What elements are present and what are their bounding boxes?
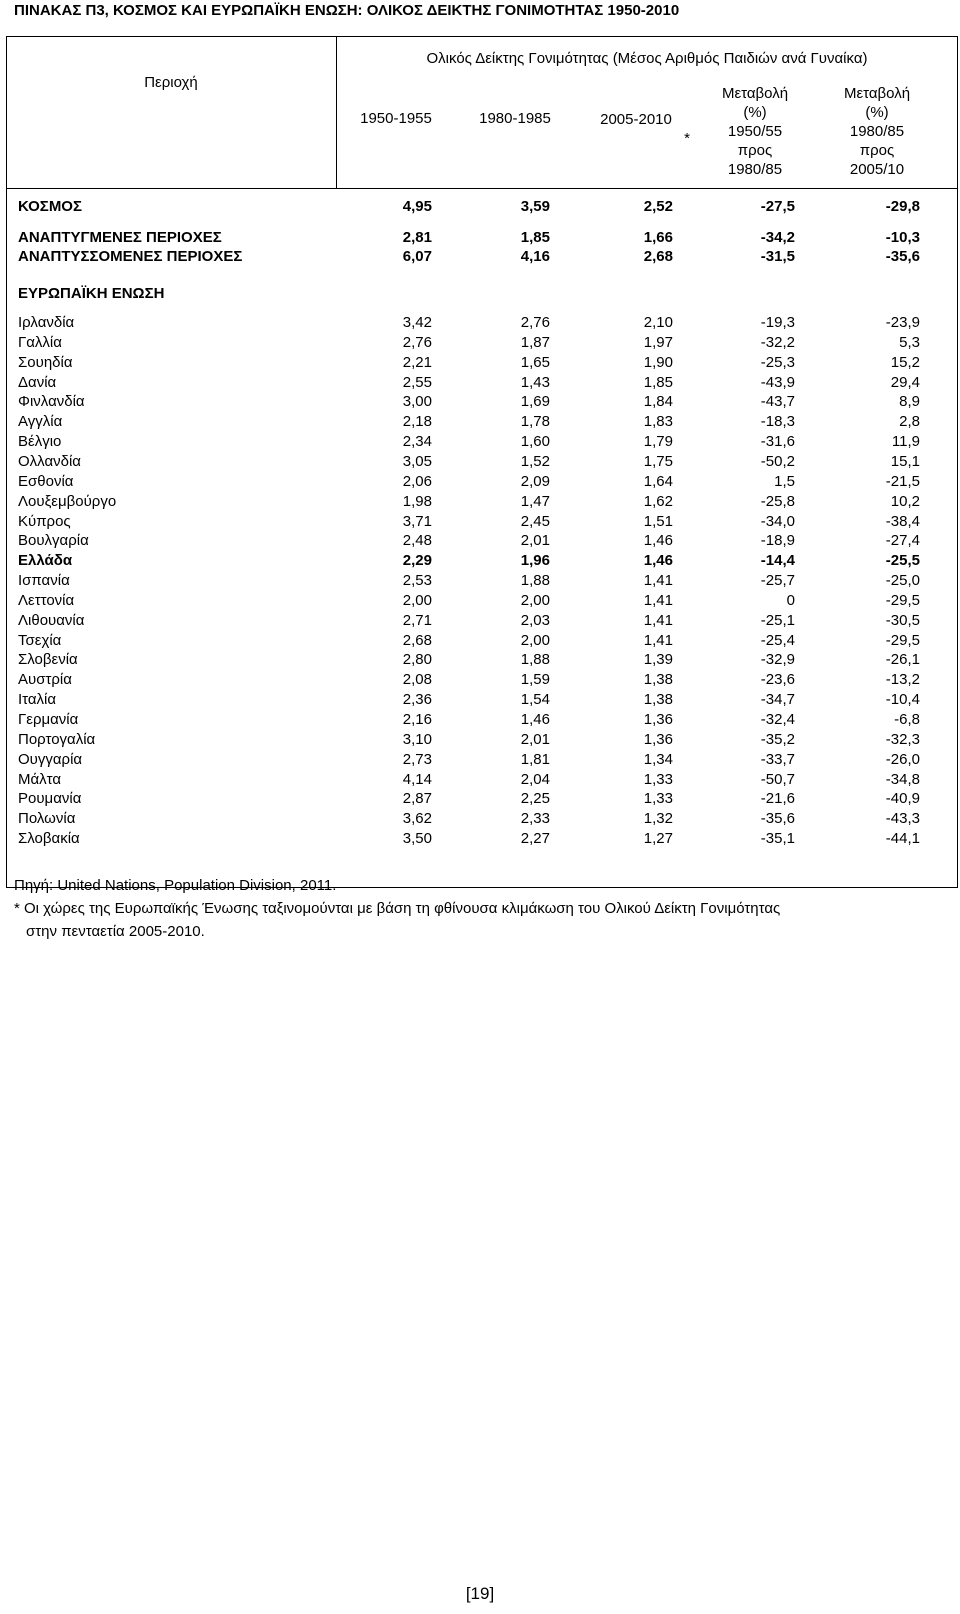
change-1950-1980-cell: -25,4: [760, 631, 795, 649]
value-1950-1955-cell: 3,62: [402, 810, 432, 828]
change-1980-2005-cell: 5,3: [899, 333, 920, 351]
value-1980-1985-cell: 2,00: [520, 631, 550, 649]
change-1950-1980-cell: -19,3: [760, 314, 795, 331]
value-1980-1985-cell: 1,65: [520, 353, 550, 371]
change-1980-2005-cell: -34,8: [885, 770, 920, 788]
value-2005-2010-cell: 1,38: [643, 691, 673, 709]
value-1980-1985-cell: 1,88: [520, 572, 550, 590]
value-2005-2010-cell: 1,41: [643, 591, 673, 609]
change-1980-2005-cell: -26,1: [885, 651, 920, 669]
value-1950-1955-cell: 2,80: [402, 651, 432, 669]
change-1950-1980-line: 1950/55: [727, 123, 783, 140]
change-1980-2005-cell: 11,9: [891, 433, 920, 451]
change-1980-2005-cell: 8,9: [899, 393, 920, 411]
value-1980-1985-cell: 1,87: [520, 333, 550, 351]
row-label: Πολωνία: [18, 810, 76, 828]
change-1950-1980-cell: 0: [786, 591, 795, 609]
change-1980-2005-cell: -10,3: [885, 229, 920, 246]
change-1950-1980-cell: -50,7: [760, 770, 795, 788]
value-1950-1955-cell: 2,73: [402, 750, 432, 768]
change-1980-2005-cell: 10,2: [890, 492, 920, 510]
row-label: Σουηδία: [18, 353, 73, 371]
row-label: Αγγλία: [18, 413, 63, 431]
value-2005-2010-cell: 1,41: [643, 611, 673, 629]
change-1980-2005-cell: 2,8: [899, 413, 920, 431]
value-1950-1955-cell: 2,87: [402, 790, 432, 808]
value-2005-2010-cell: 1,97: [643, 333, 673, 351]
value-1980-1985-cell: 2,76: [520, 314, 550, 331]
row-label: Ρουμανία: [18, 790, 82, 808]
row-label: Πορτογαλία: [18, 730, 96, 748]
change-1950-1980-header: [696, 84, 814, 179]
change-1980-2005-cell: -25,5: [885, 552, 920, 570]
value-1980-1985-cell: 2,04: [520, 770, 550, 788]
change-1980-2005-cell: -40,9: [885, 790, 920, 808]
row-label: Ιρλανδία: [18, 314, 75, 331]
change-1950-1980-cell: -50,2: [760, 452, 795, 470]
value-1950-1955-cell: 2,81: [402, 229, 432, 246]
row-label: Βουλγαρία: [18, 532, 89, 550]
change-1980-2005-cell: -21,5: [885, 472, 920, 490]
value-2005-2010-cell: 1,41: [643, 572, 673, 590]
value-1950-1955-cell: 2,16: [402, 711, 432, 728]
col-1950-1955-header: 1950-1955: [360, 110, 432, 127]
col-2005-2010-label: 2005-2010: [600, 111, 672, 128]
value-2005-2010-cell: 1,36: [643, 730, 673, 748]
change-1980-2005-cell: 29,4: [890, 373, 920, 391]
value-1980-1985-cell: 4,16: [520, 248, 550, 265]
value-2005-2010-cell: 1,79: [643, 433, 673, 451]
change-1950-1980-cell: -34,2: [760, 229, 795, 246]
value-1950-1955-cell: 2,18: [402, 413, 432, 431]
row-label: ΚΟΣΜΟΣ: [18, 198, 82, 215]
group-header: Ολικός Δείκτης Γονιμότητας (Μέσος Αριθμός Παιδιών ανά Γυναίκα): [426, 50, 868, 67]
row-label: Εσθονία: [18, 472, 74, 490]
value-1950-1955-cell: 2,36: [402, 691, 432, 709]
change-1980-2005-cell: 15,1: [890, 452, 920, 470]
value-1980-1985-cell: 1,81: [520, 750, 550, 768]
change-1980-2005-cell: -10,4: [885, 691, 920, 709]
row-label: Τσεχία: [18, 631, 62, 649]
change-1980-2005-cell: -29,5: [885, 591, 920, 609]
value-2005-2010-cell: 1,83: [643, 413, 673, 431]
change-1980-2005-line: προς: [859, 142, 895, 159]
value-2005-2010-cell: 1,51: [643, 512, 673, 530]
value-2005-2010-cell: 1,38: [643, 671, 673, 689]
value-1980-1985-cell: 1,52: [520, 452, 550, 470]
value-1980-1985-cell: 1,96: [520, 552, 550, 570]
col-2005-2010-asterisk: *: [684, 130, 690, 147]
change-1950-1980-line: 1980/85: [727, 161, 783, 178]
value-1980-1985-cell: 2,25: [520, 790, 550, 808]
value-1980-1985-cell: 1,60: [520, 433, 550, 451]
value-2005-2010-cell: 2,52: [643, 198, 673, 215]
value-1950-1955-cell: 2,08: [402, 671, 432, 689]
change-1980-2005-cell: -27,4: [885, 532, 920, 550]
value-2005-2010-cell: 2,10: [643, 314, 673, 331]
change-1950-1980-cell: -31,6: [760, 433, 795, 451]
change-1950-1980-cell: -43,7: [760, 393, 795, 411]
row-label: Σλοβενία: [18, 651, 78, 669]
change-1950-1980-cell: -35,6: [760, 810, 795, 828]
value-1950-1955-cell: 2,29: [402, 552, 432, 570]
change-1950-1980-cell: -18,9: [760, 532, 795, 550]
value-1950-1955-cell: 6,07: [402, 248, 432, 265]
row-label: Δανία: [18, 373, 57, 391]
row-label: Μάλτα: [18, 770, 62, 788]
change-1980-2005-cell: -25,0: [885, 572, 920, 590]
change-1950-1980-cell: -25,3: [760, 353, 795, 371]
value-2005-2010-cell: 1,39: [643, 651, 673, 669]
row-label: ΑΝΑΠΤΥΓΜΕΝΕΣ ΠΕΡΙΟΧΕΣ: [18, 229, 222, 246]
row-label: Ιταλία: [18, 691, 57, 709]
value-1950-1955-cell: 3,71: [402, 512, 432, 530]
row-label: ΑΝΑΠΤΥΣΣΟΜΕΝΕΣ ΠΕΡΙΟΧΕΣ: [18, 248, 243, 265]
value-2005-2010-cell: 1,66: [643, 229, 673, 246]
value-1980-1985-cell: 1,43: [520, 373, 550, 391]
value-1980-1985-cell: 1,59: [520, 671, 550, 689]
value-2005-2010-cell: 1,75: [643, 452, 673, 470]
value-1980-1985-cell: 2,09: [520, 472, 550, 490]
change-1950-1980-cell: -27,5: [760, 198, 795, 215]
change-1980-2005-cell: -29,8: [885, 198, 920, 215]
row-label: Γαλλία: [18, 333, 62, 351]
source-note: Πηγή: United Nations, Population Division, 2011.: [14, 877, 337, 894]
change-1950-1980-cell: -18,3: [760, 413, 795, 431]
change-1980-2005-header: [812, 84, 942, 179]
value-2005-2010-cell: 1,27: [643, 830, 673, 848]
change-1950-1980-cell: -32,9: [760, 651, 795, 669]
row-label: Σλοβακία: [18, 830, 80, 848]
value-2005-2010-cell: 1,90: [643, 353, 673, 371]
row-label: Ισπανία: [18, 572, 70, 590]
change-1950-1980-line: Μεταβολή: [721, 85, 789, 102]
change-1950-1980-cell: -32,4: [760, 711, 795, 728]
value-1950-1955-cell: 3,00: [402, 393, 432, 411]
change-1950-1980-cell: -33,7: [760, 750, 795, 768]
value-1980-1985-cell: 2,00: [520, 591, 550, 609]
page-title: ΠΙΝΑΚΑΣ Π3, ΚΟΣΜΟΣ ΚΑΙ ΕΥΡΩΠΑΪΚΗ ΕΝΩΣΗ: ΟΛΙΚΟΣ ΔΕΙΚΤΗΣ ΓΟΝΙΜΟΤΗΤΑΣ 1950-2010: [14, 2, 680, 19]
change-1950-1980-cell: -34,7: [760, 691, 795, 709]
sort-note: * Οι χώρες της Ευρωπαϊκής Ένωσης ταξινομούνται με βάση τη φθίνουσα κλιμάκωση του Ολικού Δείκτη Γονιμότητας: [14, 900, 781, 917]
change-1950-1980-cell: -21,6: [760, 790, 795, 808]
value-1980-1985-cell: 2,33: [520, 810, 550, 828]
change-1950-1980-cell: -34,0: [760, 512, 795, 530]
row-label: Ελλάδα: [18, 552, 73, 570]
change-1980-2005-cell: -6,8: [894, 711, 920, 728]
row-label: ΕΥΡΩΠΑΪΚΗ ΕΝΩΣΗ: [18, 285, 165, 302]
change-1980-2005-cell: -38,4: [885, 512, 920, 530]
value-1950-1955-cell: 2,55: [402, 373, 432, 391]
change-1950-1980-cell: -35,1: [760, 830, 795, 848]
change-1950-1980-line: (%): [743, 104, 767, 121]
value-1950-1955-cell: 2,76: [402, 333, 432, 351]
change-1980-2005-cell: -29,5: [885, 631, 920, 649]
change-1980-2005-cell: 15,2: [890, 353, 920, 371]
value-2005-2010-cell: 1,64: [643, 472, 673, 490]
change-1950-1980-line: προς: [737, 142, 773, 159]
change-1950-1980-cell: -25,8: [760, 492, 795, 510]
change-1950-1980-cell: -31,5: [760, 248, 795, 265]
value-1980-1985-cell: 1,46: [520, 711, 550, 728]
value-1980-1985-cell: 1,47: [520, 492, 550, 510]
value-1950-1955-cell: 3,50: [402, 830, 432, 848]
change-1980-2005-cell: -43,3: [885, 810, 920, 828]
header-bottom-rule: [6, 188, 958, 189]
value-1950-1955-cell: 1,98: [402, 492, 432, 510]
row-label: Κύπρος: [18, 512, 71, 530]
col-2005-2010-header: [576, 110, 696, 148]
row-label: Γερμανία: [18, 711, 79, 728]
change-1980-2005-line: (%): [865, 104, 889, 121]
row-label: Ολλανδία: [18, 452, 81, 470]
region-header: Περιοχή: [144, 74, 198, 91]
value-1950-1955-cell: 2,00: [402, 591, 432, 609]
value-1980-1985-cell: 1,88: [520, 651, 550, 669]
value-1950-1955-cell: 3,10: [402, 730, 432, 748]
row-label: Βέλγιο: [18, 433, 62, 451]
value-2005-2010-cell: 1,33: [643, 790, 673, 808]
value-1980-1985-cell: 2,45: [520, 512, 550, 530]
change-1980-2005-cell: -44,1: [885, 830, 920, 848]
value-1980-1985-cell: 1,78: [520, 413, 550, 431]
change-1950-1980-cell: -43,9: [760, 373, 795, 391]
value-1950-1955-cell: 4,95: [402, 198, 432, 215]
col-1980-1985-header: 1980-1985: [479, 110, 551, 127]
change-1980-2005-cell: -32,3: [885, 730, 920, 748]
value-1980-1985-cell: 2,27: [520, 830, 550, 848]
change-1980-2005-line: 1980/85: [849, 123, 905, 140]
row-label: Λιθουανία: [18, 611, 85, 629]
value-1980-1985-cell: 2,01: [520, 532, 550, 550]
sort-note-continued: στην πενταετία 2005-2010.: [26, 923, 205, 940]
change-1980-2005-line: Μεταβολή: [843, 85, 911, 102]
value-2005-2010-cell: 1,46: [643, 552, 673, 570]
change-1950-1980-cell: -14,4: [760, 552, 795, 570]
value-1950-1955-cell: 2,53: [402, 572, 432, 590]
value-1980-1985-cell: 1,69: [520, 393, 550, 411]
change-1950-1980-cell: -25,7: [760, 572, 795, 590]
change-1980-2005-cell: -26,0: [885, 750, 920, 768]
change-1950-1980-cell: -23,6: [760, 671, 795, 689]
page-number: [19]: [465, 1584, 495, 1603]
value-2005-2010-cell: 1,36: [643, 711, 673, 728]
value-1980-1985-cell: 2,01: [520, 730, 550, 748]
value-1950-1955-cell: 2,68: [402, 631, 432, 649]
value-1980-1985-cell: 1,54: [520, 691, 550, 709]
row-label: Φινλανδία: [18, 393, 85, 411]
value-1950-1955-cell: 2,48: [402, 532, 432, 550]
value-2005-2010-cell: 1,46: [643, 532, 673, 550]
value-2005-2010-cell: 1,32: [643, 810, 673, 828]
row-label: Αυστρία: [18, 671, 72, 689]
row-label: Λουξεμβούργο: [18, 492, 117, 510]
value-2005-2010-cell: 1,84: [643, 393, 673, 411]
change-1950-1980-cell: -25,1: [760, 611, 795, 629]
change-1980-2005-cell: -35,6: [885, 248, 920, 265]
value-1980-1985-cell: 1,85: [520, 229, 550, 246]
change-1980-2005-cell: -30,5: [885, 611, 920, 629]
value-2005-2010-cell: 1,41: [643, 631, 673, 649]
value-1980-1985-cell: 2,03: [520, 611, 550, 629]
value-1950-1955-cell: 2,21: [402, 353, 432, 371]
value-2005-2010-cell: 2,68: [643, 248, 673, 265]
change-1950-1980-cell: 1,5: [774, 472, 795, 490]
value-1950-1955-cell: 2,06: [402, 472, 432, 490]
value-2005-2010-cell: 1,33: [643, 770, 673, 788]
change-1950-1980-cell: -32,2: [760, 333, 795, 351]
value-2005-2010-cell: 1,34: [643, 750, 673, 768]
value-1950-1955-cell: 4,14: [402, 770, 432, 788]
value-2005-2010-cell: 1,85: [643, 373, 673, 391]
row-label: Λεττονία: [18, 591, 75, 609]
change-1980-2005-line: 2005/10: [849, 161, 905, 178]
value-1980-1985-cell: 3,59: [520, 198, 550, 215]
change-1980-2005-cell: -13,2: [885, 671, 920, 689]
value-1950-1955-cell: 2,34: [402, 433, 432, 451]
value-1950-1955-cell: 3,05: [402, 452, 432, 470]
change-1980-2005-cell: -23,9: [885, 314, 920, 331]
change-1950-1980-cell: -35,2: [760, 730, 795, 748]
value-1950-1955-cell: 3,42: [402, 314, 432, 331]
value-1950-1955-cell: 2,71: [402, 611, 432, 629]
value-2005-2010-cell: 1,62: [643, 492, 673, 510]
row-label: Ουγγαρία: [18, 750, 83, 768]
